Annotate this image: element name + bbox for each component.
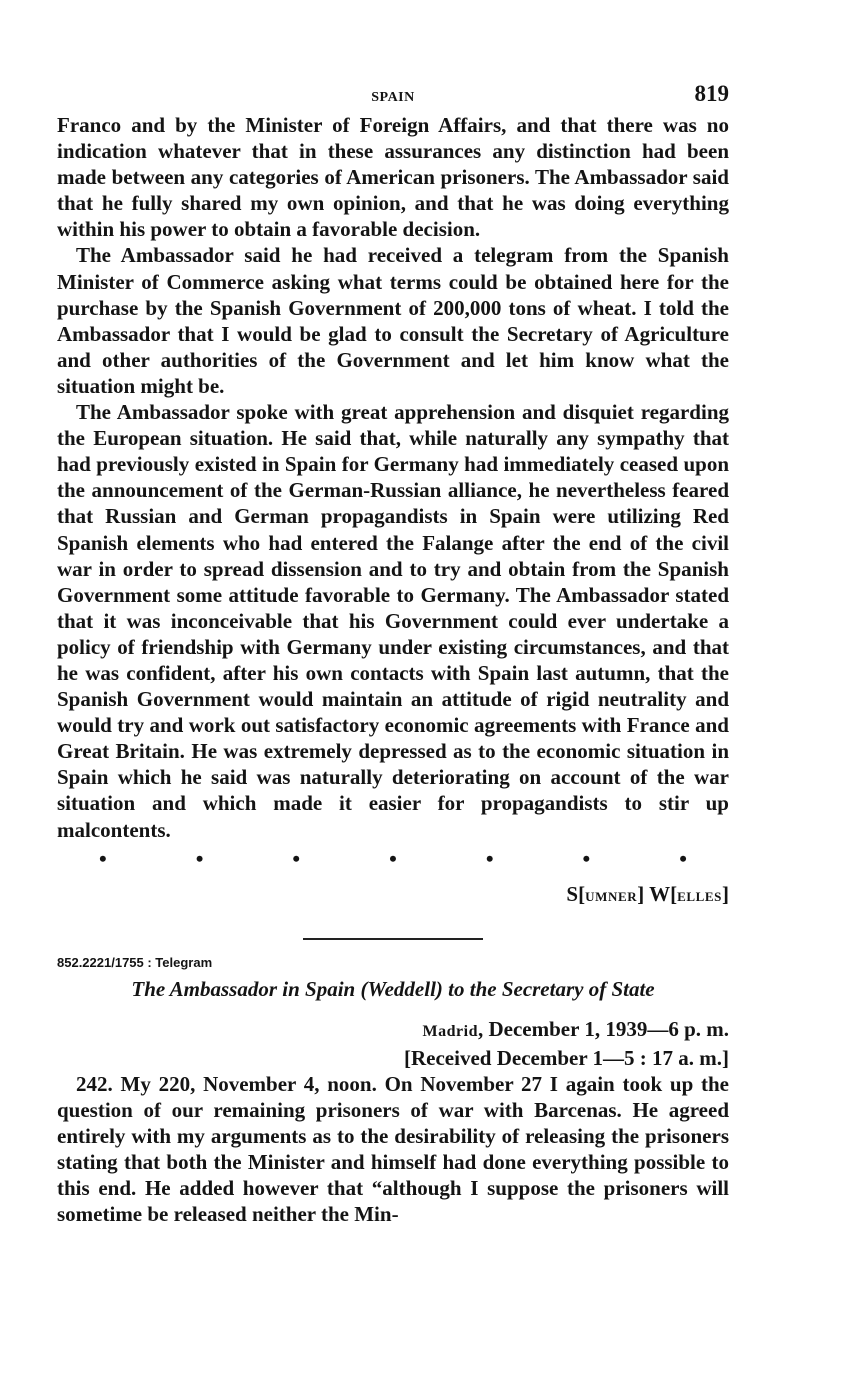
signature [57, 881, 729, 910]
signature-s-initial: S[ [566, 881, 586, 906]
document-page [57, 78, 729, 1227]
omission-dot: • [292, 845, 301, 871]
omission-dot: • [485, 845, 494, 871]
signature-w-initial: W[ [649, 881, 678, 906]
paragraph-european-situation: The Ambassador spoke with great apprehension and disquiet regarding the European situation. He said that, while naturally any sympathy that had previously existed in Spain for Germany had immediately ceased upon the announcement of the German-Russian alliance, he nevertheless feared that Russian and German propagandists in Spain were utilizing Red Spanish elements who had entered the Falange after the end of the civil war in order to spread dissension and to try and obtain from the Spanish Government some attitude favorable to Germany. The Ambassador stated that it was inconceivable that his Government could ever undertake a policy of friendship with Germany under existing circumstances, and that he was confident, after his own contacts with Spain last autumn, that the Spanish Government would maintain an attitude of rigid neutrality and would try and work out satisfactory economic agreements with France and Great Britain. He was extremely depressed as to the economic situation in Spain which he said was naturally deteriorating on account of the war situation and which made it easier for propagandists to stir up malcontents. [57, 400, 729, 842]
signature-s-rest: UMNER [585, 888, 638, 904]
omission-dot: • [195, 845, 204, 871]
dateline [57, 1016, 729, 1045]
dateline-date: , December 1, 1939—6 p. m. [478, 1016, 729, 1041]
signature-w-rest: ELLES [677, 888, 722, 904]
paragraph-telegram-242: 242. My 220, November 4, noon. On November 27 I again took up the question of our remaining prisoners of war with Barcenas. He agreed entirely with my arguments as to the desirability of releasing the prisoners stating that both the Minister and himself had done everything possible to this end. He added however that “although I suppose the prisoners will sometime be released neither the Min- [57, 1071, 729, 1227]
page-number: 819 [694, 81, 729, 106]
running-title: SPAIN [371, 90, 415, 105]
omission-dot: • [99, 845, 107, 871]
received-line: [Received December 1—5 : 17 a. m.] [404, 1045, 729, 1070]
dateline-place: Madrid [422, 1022, 478, 1040]
omission-dot: • [582, 845, 591, 871]
omission-dot: • [389, 845, 397, 871]
file-reference: 852.2221/1755 : Telegram [57, 954, 213, 970]
running-head [57, 78, 729, 112]
signature-w-close: ] [722, 881, 729, 906]
paragraph-wheat-purchase: The Ambassador said he had received a telegram from the Spanish Minister of Commerce asking what terms could be obtained here for the purchase by the Spanish Government of 200,000 tons of wheat. I told the Ambassador that I would be glad to consult the Secretary of Agriculture and other authorities of the Government and let him know what the situation might be. [57, 243, 729, 398]
paragraph-continuation: Franco and by the Minister of Foreign Affairs, and that there was no indication whatever that in these assurances any distinction had been made between any categories of American prisoners. The Ambassador said that he fully shared my own opinion, and that he was doing everything within his power to obtain a favorable decision. [57, 113, 729, 242]
omission-dot: • [679, 845, 687, 871]
signature-s-close: ] [637, 881, 650, 906]
section-divider [303, 938, 483, 940]
omission-marks [57, 845, 729, 875]
document-title: The Ambassador in Spain (Weddell) to the Secretary of State [131, 976, 655, 1001]
